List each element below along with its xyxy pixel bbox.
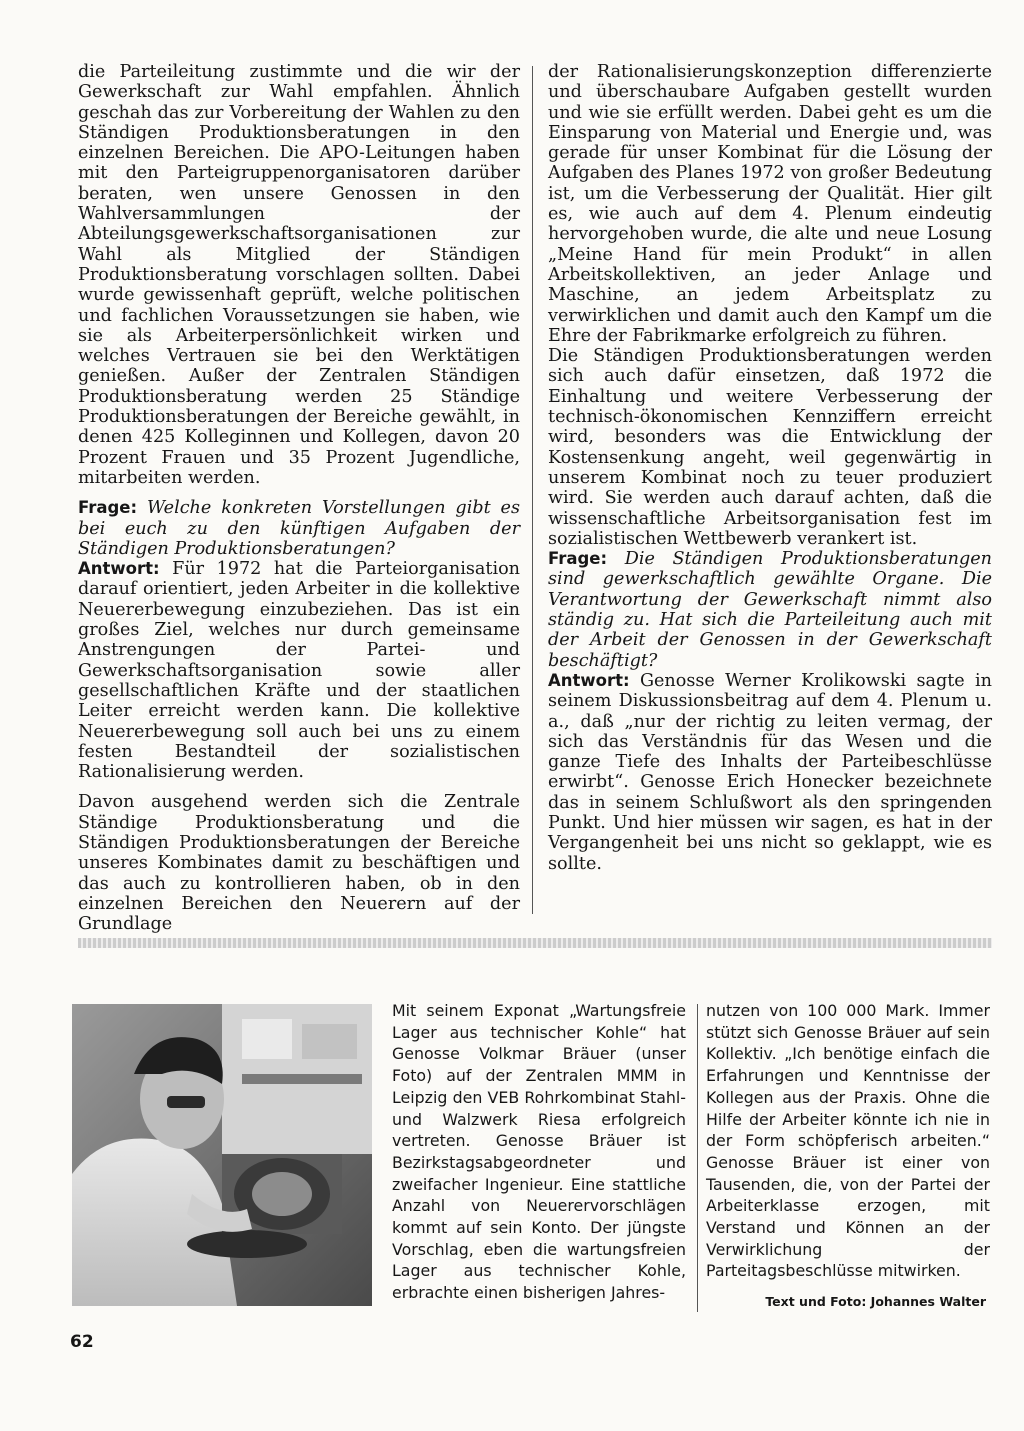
answer-paragraph	[548, 671, 992, 874]
answer-label: Antwort:	[548, 670, 630, 690]
caption-column: Mit seinem Exponat „Wartungsfreie Lager aus technischer Kohle“ hat Genosse Volkmar Bräuer (unser Foto) auf der Zentralen MMM in Leipzig den VEB Rohrkombinat Stahl- und Walzwerk Riesa erfolgreich vertreten. Genosse Bräuer ist Bezirkstagsabgeordneter und zweifacher Ingenieur. Eine stattliche Anzahl von Neuerervorschlägen kommt auf sein Konto. Der jüngste Vorschlag, eben die wartungsfreien Lager aus technischer Kohle, erbrachte einen bisherigen Jahres-	[392, 1001, 686, 1303]
section-divider	[78, 938, 992, 948]
question-label: Frage:	[78, 498, 138, 518]
left-text-column	[78, 62, 520, 934]
page-number: 62	[70, 1332, 94, 1352]
photo-illustration	[72, 1004, 372, 1306]
column-divider	[532, 66, 533, 914]
question-text: Die Ständigen Produktionsberatungen sind gewerkschaftlich gewählte Organe. Die Verantwortung der Gewerkschaft nimmt also ständig zu. Hat sich die Parteileitung auch mit der Arbeit der Genossen in der Gewerkschaft beschäftigt?	[548, 549, 992, 671]
portrait-photo	[72, 1004, 372, 1306]
caption-column: nutzen von 100 000 Mark. Immer stützt sich Genosse Bräuer auf sein Kollektiv. „Ich benötige einfach die Erfahrungen und Kenntnisse der Kollegen aus der Praxis. Ohne die Hilfe der Arbeiter könnte ich nie in der Form schöpferisch arbeiten.“ Genosse Bräuer ist einer von Tausenden, die, von der Partei der Arbeiterklasse erzogen, mit Verstand und Können an der Verwirklichung der Parteitagsbeschlüsse mitwirken.	[706, 1001, 990, 1281]
photo-credit: Text und Foto: Johannes Walter	[765, 1294, 986, 1309]
paragraph: Davon ausgehend werden sich die Zentrale Ständige Produktionsberatung und die Ständigen Produktionsberatungen der Bereiche unseres Kombinates damit zu beschäftigen und das auch zu kontrollieren haben, ob in den einzelnen Bereichen den Neuerern auf der Grundlage	[78, 792, 520, 935]
caption-column-divider	[697, 1004, 698, 1312]
answer-paragraph	[78, 559, 520, 782]
paragraph: die Parteileitung zustimmte und die wir der Gewerkschaft zur Wahl empfahlen. Ähnlich geschah das zur Vorbereitung der Wahlen zu den Ständigen Produktionsberatungen in den einzelnen Bereichen. Die APO-Leitungen haben mit den Parteigruppenorganisatoren darüber beraten, wen unsere Genossen in den Wahlversammlungen der Abteilungsgewerkschaftsorganisationen zur Wahl als Mitglied der Ständigen Produktionsberatung vorschlagen sollten. Dabei wurde gewissenhaft geprüft, welche politischen und fachlichen Voraussetzungen sie haben, wie sie als Arbeiterpersönlichkeit wirken und welches Vertrauen sie bei den Werktätigen genießen. Außer der Zentralen Ständigen Produktionsberatung werden 25 Ständige Produktionsberatungen der Bereiche gewählt, in denen 425 Kolleginnen und Kollegen, davon 20 Prozent Frauen und 35 Prozent Jugendliche, mitarbeiten werden.	[78, 62, 520, 488]
question-paragraph	[78, 498, 520, 559]
question-text: Welche konkreten Vorstellungen gibt es bei euch zu den künftigen Aufgaben der Ständigen Produktionsberatungen?	[78, 498, 521, 559]
answer-text: Für 1972 hat die Parteiorganisation darauf orientiert, jeden Arbeiter in die kollektive Neuererbewegung einzubeziehen. Das ist ein großes Ziel, welches nur durch gemeinsame Anstrengungen der Partei- und Gewerkschaftsorganisation sowie aller gesellschaftlichen Kräfte und der staatlichen Leiter erreicht werden kann. Die kollektive Neuererbewegung soll auch bei uns zu einem festen Bestandteil der sozialistischen Rationalisierung werden.	[78, 559, 520, 783]
answer-text: Genosse Werner Krolikowski sagte in seinem Diskussionsbeitrag auf dem 4. Plenum u. a., daß „nur der richtig zu leiten vermag, der sich das Verständnis für das Wesen und die ganze Tiefe des Inhalts der Parteibeschlüsse erwirbt“. Genosse Erich Honecker bezeichnete das in seinem Schlußwort als den springenden Punkt. Und hier müssen wir sagen, es hat in der Vergangenheit bei uns nicht so geklappt, wie es sollte.	[548, 670, 993, 874]
question-label: Frage:	[548, 549, 608, 569]
paragraph: der Rationalisierungskonzeption differenzierte und überschaubare Aufgaben gestellt wurden und wie sie erfüllt werden. Dabei geht es um die Einsparung von Material und Energie und, was gerade für unser Kombinat für die Lösung der Aufgaben des Planes 1972 von großer Bedeutung ist, um die Verbesserung der Qualität. Hier gilt es, wie auch auf dem 4. Plenum eindeutig hervorgehoben wurde, die alte und neue Losung „Meine Hand für mein Produkt“ in allen Arbeitskollektiven, an jeder Anlage und Maschine, an jedem Arbeitsplatz zu verwirklichen und damit auch den Kampf um die Ehre der Fabrikmarke erfolgreich zu führen.	[548, 62, 992, 346]
right-text-column	[548, 62, 992, 874]
answer-label: Antwort:	[78, 559, 160, 579]
paragraph: Die Ständigen Produktionsberatungen werden sich auch dafür einsetzen, daß 1972 die Einhaltung und weitere Verbesserung der technisch-ökonomischen Kennziffern erreicht wird, besonders was die Entwicklung der Kostensenkung angeht, weil gegenwärtig in unserem Kombinat noch zu teuer produziert wird. Sie werden auch darauf achten, daß die wissenschaftliche Arbeitsorganisation fest im sozialistischen Wettbewerb verankert ist.	[548, 346, 992, 549]
question-paragraph	[548, 549, 992, 671]
